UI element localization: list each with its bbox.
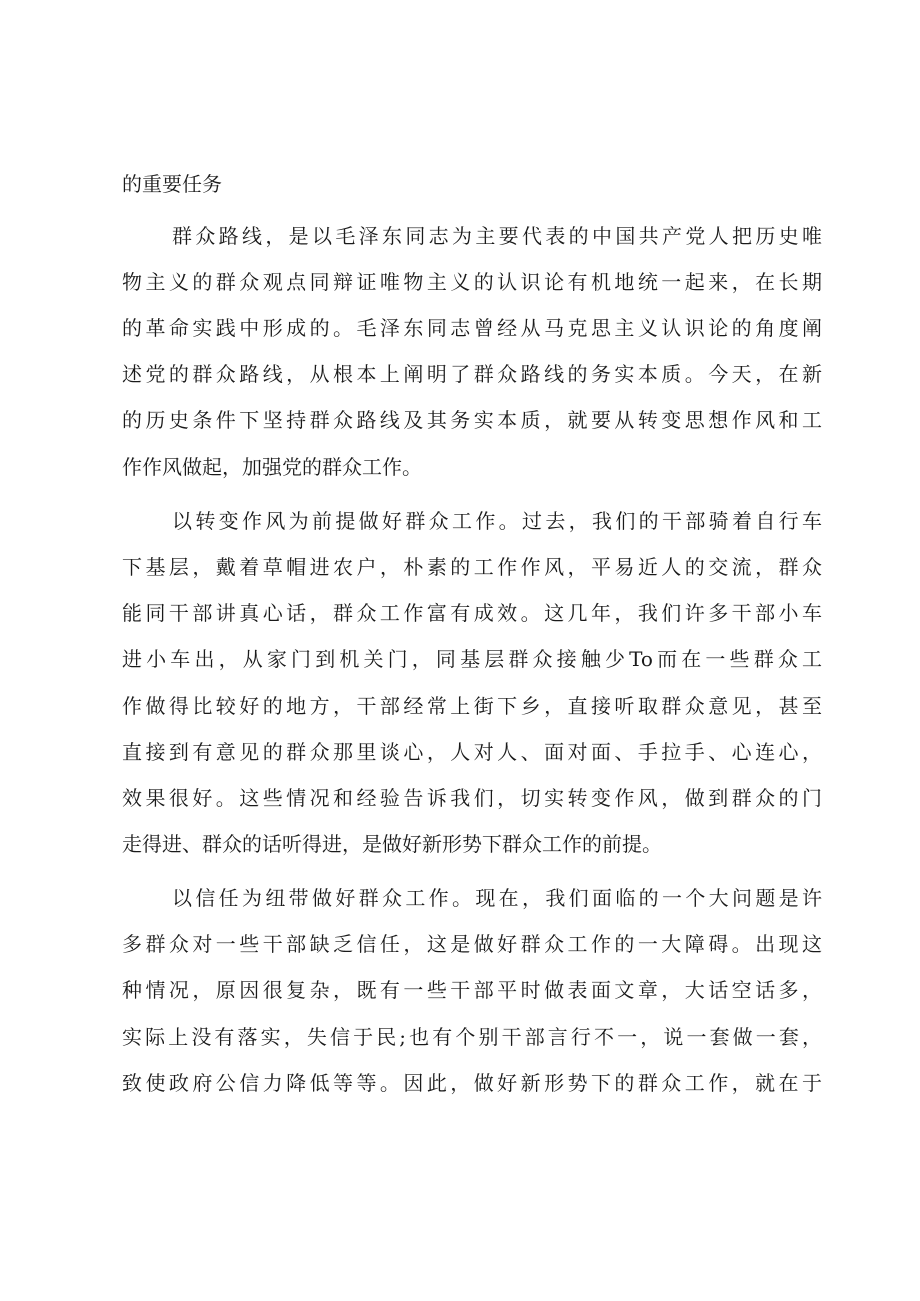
paragraph-line: 群众路线，是以毛泽东同志为主要代表的中国共产党人把历史唯 [172, 224, 822, 248]
paragraph-line: 物主义的群众观点同辩证唯物主义的认识论有机地统一起来，在长期 [122, 270, 822, 294]
paragraph-line: 作作风做起，加强党的群众工作。 [122, 455, 422, 479]
paragraph-line: 效果很好。这些情况和经验告诉我们，切实转变作风，做到群众的门 [122, 786, 822, 810]
heading-line: 的重要任务 [122, 172, 222, 196]
paragraph-line: 述党的群众路线，从根本上阐明了群众路线的务实本质。今天，在新 [122, 362, 822, 386]
paragraph-line: 作做得比较好的地方，干部经常上街下乡，直接听取群众意见，甚至 [122, 694, 822, 718]
paragraph-line: 以转变作风为前提做好群众工作。过去，我们的干部骑着自行车 [172, 509, 822, 533]
paragraph-line: 致使政府公信力降低等等。因此，做好新形势下的群众工作，就在于 [122, 1071, 822, 1095]
paragraph-line: 走得进、群众的话听得进，是做好新形势下群众工作的前提。 [122, 832, 662, 856]
paragraph-line: 的历史条件下坚持群众路线及其务实本质，就要从转变思想作风和工 [122, 408, 822, 432]
paragraph-line: 种情况，原因很复杂，既有一些干部平时做表面文章，大话空话多， [122, 978, 822, 1002]
paragraph-line: 以信任为纽带做好群众工作。现在，我们面临的一个大问题是许 [172, 886, 822, 910]
paragraph-line: 下基层，戴着草帽进农户，朴素的工作作风，平易近人的交流，群众 [122, 555, 822, 579]
paragraph-line: 直接到有意见的群众那里谈心，人对人、面对面、手拉手、心连心， [122, 740, 822, 764]
paragraph-line: 多群众对一些干部缺乏信任，这是做好群众工作的一大障碍。出现这 [122, 932, 822, 956]
paragraph-line: 进小车出，从家门到机关门，同基层群众接触少To而在一些群众工 [122, 647, 822, 671]
paragraph-line: 的革命实践中形成的。毛泽东同志曾经从马克思主义认识论的角度阐 [122, 316, 822, 340]
paragraph-line: 实际上没有落实，失信于民;也有个别干部言行不一，说一套做一套， [122, 1025, 822, 1049]
paragraph-line: 能同干部讲真心话，群众工作富有成效。这几年，我们许多干部小车 [122, 601, 822, 625]
